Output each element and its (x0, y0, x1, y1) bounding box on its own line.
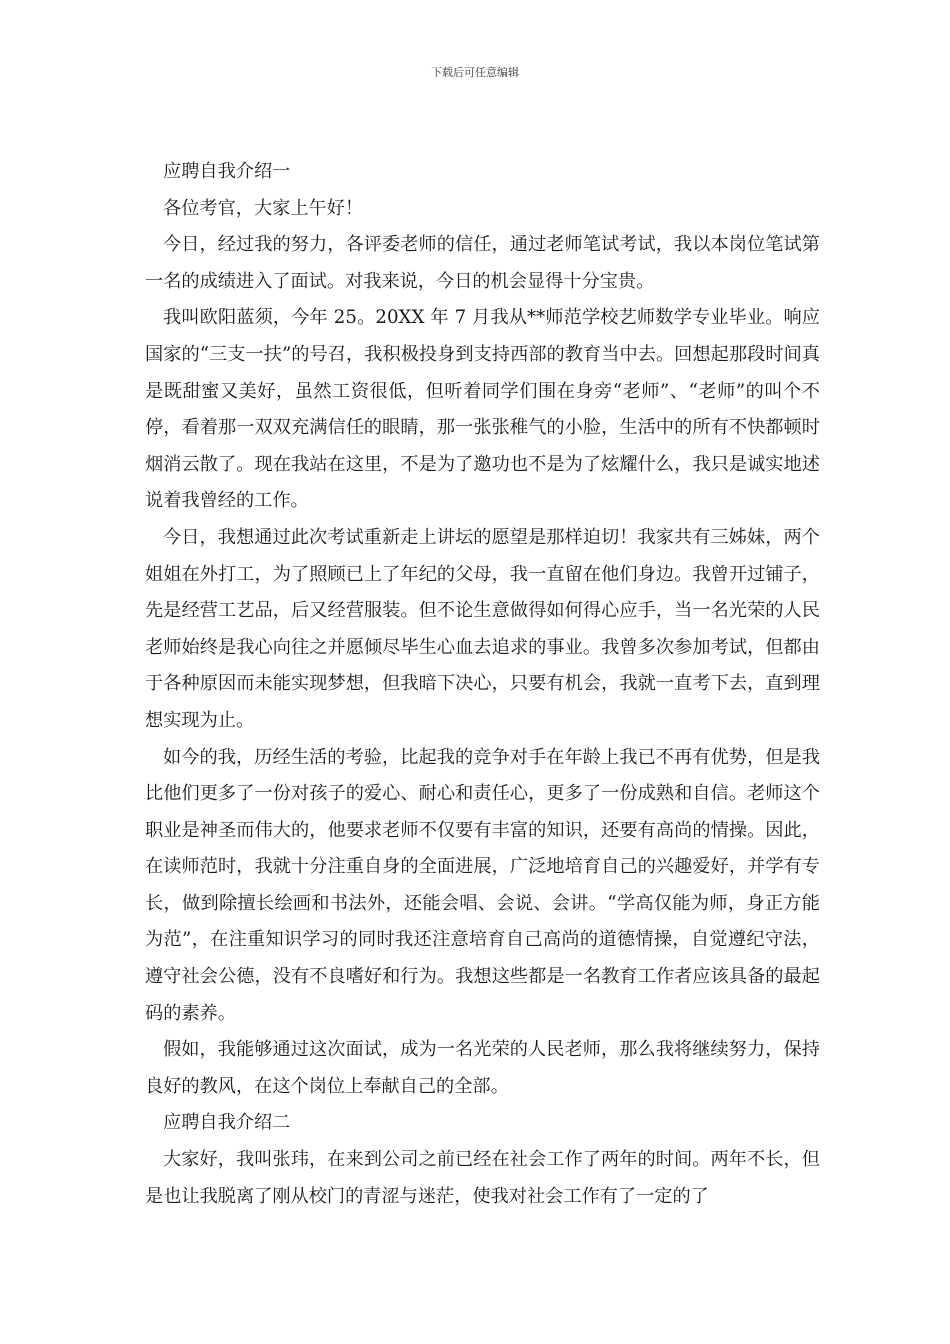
header-text: 下载后可任意编辑 (431, 66, 519, 79)
body-paragraph: 我叫欧阳蓝须，今年 25。20XX 年 7 月我从**师范学校艺师数学专业毕业。响应国家的“三支一扶”的号召，我积极投身到支持西部的教育当中去。回想起那段时间真是既甜蜜又美好，虽然工资很低，但听着同学们围在身旁“老师”、“老师”的叫个不停，看着那一双双充满信任的眼睛，那一张张稚气的小脸，生活中的所有不快都顿时烟消云散了。现在我站在这里，不是为了邀功也不是为了炫耀什么，我只是诚实地述说着我曾经的工作。 (145, 307, 820, 512)
document-body (145, 154, 820, 1215)
body-paragraph: 如今的我，历经生活的考验，比起我的竞争对手在年龄上我已不再有优势，但是我比他们更多了一份对孩子的爱心、耐心和责任心，更多了一份成熟和自信。老师这个职业是神圣而伟大的，他要求老师不仅要有丰富的知识，还要有高尚的情操。因此，在读师范时，我就十分注重自身的全面进展，广泛地培育自己的兴趣爱好，并学有专长，做到除擅长绘画和书法外，还能会唱、会说、会讲。“学高仅能为师，身正方能为范”，在注重知识学习的同时我还注意培育自己高尚的道德情操，自觉遵纪守法，遵守社会公德，没有不良嗜好和行为。我想这些都是一名教育工作者应该具备的最起码的素养。 (145, 746, 820, 1024)
page-header (0, 64, 950, 80)
body-paragraph: 假如，我能够通过这次面试，成为一名光荣的人民老师，那么我将继续努力，保持良好的教风，在这个岗位上奉献自己的全部。 (145, 1039, 820, 1097)
greeting-paragraph: 各位考官，大家上午好！ (163, 197, 364, 219)
section-title-1: 应聘自我介绍一 (163, 161, 291, 182)
section-title-2: 应聘自我介绍二 (163, 1112, 291, 1134)
body-paragraph: 大家好，我叫张玮，在来到公司之前已经在社会工作了两年的时间。两年不长，但是也让我脱离了刚从校门的青涩与迷茫，使我对社会工作有了一定的了 (145, 1149, 820, 1207)
body-paragraph: 今日，我想通过此次考试重新走上讲坛的愿望是那样迫切！我家共有三姊妹，两个姐姐在外打工，为了照顾已上了年纪的父母，我一直留在他们身边。我曾开过铺子，先是经营工艺品，后又经营服装。但不论生意做得如何得心应手，当一名光荣的人民老师始终是我心向往之并愿倾尽毕生心血去追求的事业。我曾多次参加考试，但都由于各种原因而未能实现梦想，但我暗下决心，只要有机会，我就一直考下去，直到理想实现为止。 (145, 526, 820, 731)
body-paragraph: 今日，经过我的努力，各评委老师的信任，通过老师笔试考试，我以本岗位笔试第一名的成绩进入了面试。对我来说，今日的机会显得十分宝贵。 (145, 234, 820, 292)
